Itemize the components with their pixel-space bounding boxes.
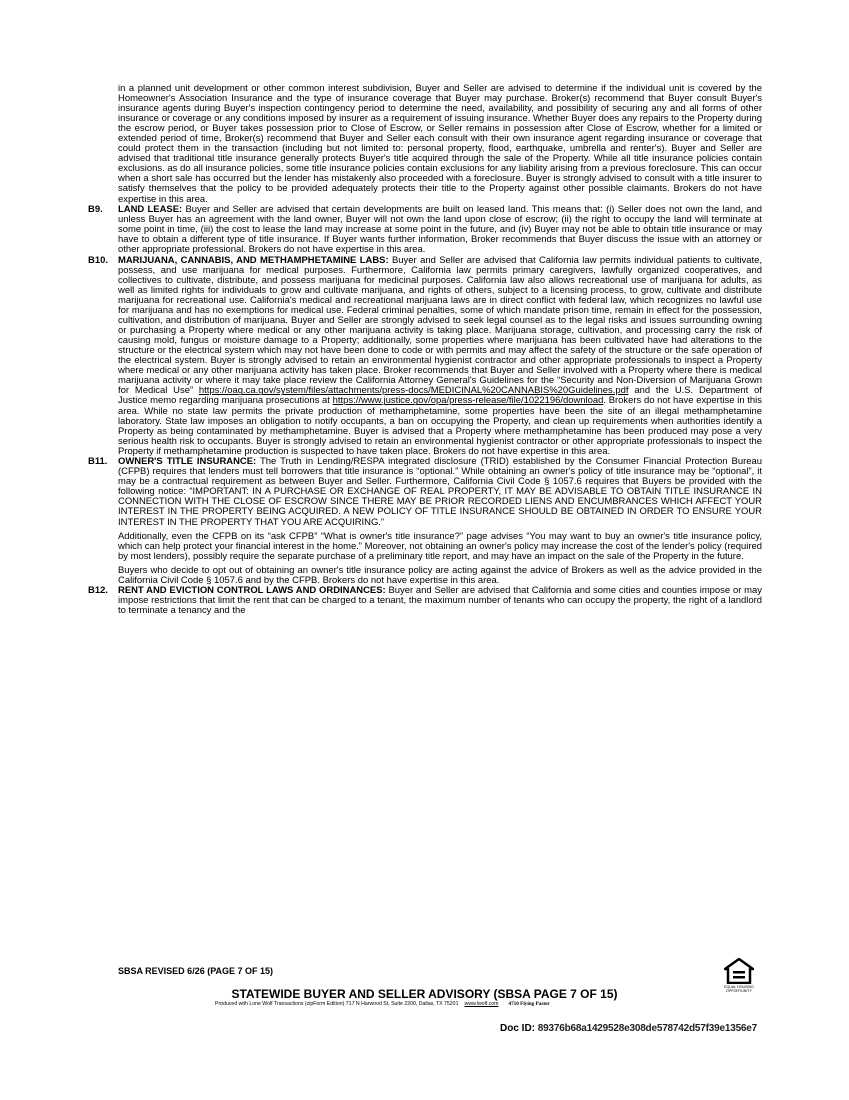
equal-housing-icon bbox=[724, 958, 754, 984]
section-label: B9. bbox=[88, 204, 103, 216]
section-text: Buyer and Seller are advised that certain developments are built on leased land. This means that: (i) Seller does not own the land, and unless Buyer has an agreement with the land owner, Buyer will not own the land upon close of escrow; (ii) the right to occupy the land will terminate at some point in time, (iii) the cost to lease the land may increase at some point in the future, and (iv) Buyer may not be able to obtain title insurance or may have to obtain a different type of title insurance. If Buyer wants further information, Broker recommends that Buyer discuss the issue with an attorney or other appropriate professional. Brokers do not have expertise in this area. bbox=[118, 204, 762, 256]
revision-label: SBSA REVISED 6/26 (PAGE 7 OF 15) bbox=[118, 966, 274, 976]
advisory-body bbox=[88, 83, 762, 617]
doj-memo-link[interactable]: https://www.justice.gov/opa/press-release/file/1022196/download bbox=[332, 395, 604, 407]
section-label: B11. bbox=[88, 456, 108, 468]
section-title: RENT AND EVICTION CONTROL LAWS AND ORDINANCES: bbox=[118, 585, 386, 597]
section-label: B10. bbox=[88, 254, 108, 266]
section-paragraph: Buyers who decide to opt out of obtaining an owner's title insurance policy are acting against the advice of Brokers as well as the advice provided in the California Civil Code § 1057.6 and by the CFPB. Brokers do not have expertise in this area. bbox=[118, 564, 762, 586]
section-b11 bbox=[88, 456, 762, 586]
intro-paragraph: in a planned unit development or other common interest subdivision, Buyer and Seller are advised to determine if the individual unit is covered by the Homeowner's Association Insurance and the type of insurance coverage that Buyer may purchase. Broker(s) recommend that Buyer consult Buyer's insurance agents during Buyer's inspection contingency period to determine the need, availability, and possibility of securing any and all forms of other insurance or coverage or any conditions imposed by insurer as a requirement of issuing insurance. Whether Buyer does any repairs to the Property during the escrow period, or Buyer takes possession prior to Close of Escrow, or Seller remains in possession after Close of Escrow, whether for a limited or extended period of time, Broker(s) recommend that Buyer and Seller each consult with their own insurance agent regarding insurance or coverage that could protect them in the transaction (including but not limited to: personal property, flood, earthquake, umbrella and renter's). Buyer and Seller are advised that traditional title insurance generally protects Buyer's title acquired through the sale of the Property. While all title insurance policies contain exclusions. as do all insurance policies, some title insurance policies contain exclusions for any liability arising from a previous foreclosure. This can occur when a short sale has occurred but the lender has mistakenly also proceeded with a foreclosure. Buyer is strongly advised to consult with a title insurer to satisfy themselves that the policy to be provided adequately protects their title to the Property against other possible claimants. Brokers do not have expertise in this area. bbox=[118, 83, 762, 205]
section-text: Buyer and Seller are advised that California and some cities and counties impose or may impose restrictions that limit the rent that can be charged to a tenant, the maximum number of tenants who can occupy the property, the right of a landlord to terminate a tenancy and the bbox=[118, 585, 762, 617]
website-link[interactable]: www.lwolf.com bbox=[464, 1001, 499, 1007]
section-label: B12. bbox=[88, 585, 108, 597]
doc-id-value: 89376b68a1429528e308de578742d57f39e1356e7 bbox=[537, 1023, 758, 1034]
document-name: 4710 Flying Paster bbox=[508, 1001, 550, 1007]
section-text: and the U.S. Department of Justice memo regarding marijuana prosecutions at bbox=[118, 385, 762, 407]
section-title: LAND LEASE: bbox=[118, 204, 183, 216]
section-text: . Brokers do not have expertise in this area. While no state law permits the private production of methamphetamine, some properties have been the site of an illegal methamphetamine laboratory. State law imposes an obligation to notify occupants, a ban on occupying the Property, and clean up requirements when authorities identify a Property as being contaminated by methamphetamine. Buyer is advised that a Property where methamphetamine has been produced may pose a very serious health risk to occupants. Buyer is strongly advised to retain an environmental hygienist contractor or other appropriate professionals to inspect the Property if methamphetamine production is suspected to have taken place. Brokers do not have expertise in this area. bbox=[118, 395, 762, 457]
ag-guidelines-link[interactable]: https://oag.ca.gov/system/files/attachments/press-docs/MEDICINAL%20CANNABIS%20Guidelines.pdf bbox=[198, 385, 629, 397]
produced-line bbox=[215, 1001, 550, 1007]
section-b10 bbox=[88, 254, 762, 457]
form-title: STATEWIDE BUYER AND SELLER ADVISORY (SBSA PAGE 7 OF 15) bbox=[231, 987, 618, 1001]
section-title: MARIJUANA, CANNABIS, AND METHAMPHETAMINE LABS: bbox=[118, 254, 389, 266]
section-text: The Truth in Lending/RESPA integrated disclosure (TRID) established by the Consumer Financial Protection Bureau (CFPB) requires that lenders must tell borrowers that title insurance is “optional.” While obtaining an owner's policy of title insurance may be “optional”, it may be a contractual requirement as between Buyer and Seller. Furthermore, California Civil Code § 1057.6 requires that Buyers be provided with the following notice: “IMPORTANT: IN A PURCHASE OR EXCHANGE OF REAL PROPERTY, IT MAY BE ADVISABLE TO OBTAIN TITLE INSURANCE IN CONNECTION WITH THE CLOSE OF ESCROW SINCE THERE MAY BE PRIOR RECORDED LIENS AND ENCUMBRANCES WHICH AFFECT YOUR INTEREST IN THE PROPERTY BEING ACQUIRED. A NEW POLICY OF TITLE INSURANCE SHOULD BE OBTAINED IN ORDER TO ENSURE YOUR INTEREST IN THE PROPERTY THAT YOU ARE ACQUIRING.” bbox=[118, 456, 762, 528]
section-title: OWNER'S TITLE INSURANCE: bbox=[118, 456, 257, 468]
doc-id bbox=[500, 1023, 757, 1034]
eho-caption: EQUAL HOUSING OPPORTUNITY bbox=[724, 985, 754, 993]
produced-text: Produced with Lone Wolf Transactions (zipForm Edition) 717 N Harwood St, Suite 2200, Dallas, TX 75201 bbox=[215, 1001, 459, 1007]
section-b9 bbox=[88, 204, 762, 256]
doc-id-label: Doc ID: bbox=[500, 1023, 535, 1034]
section-paragraph: Additionally, even the CFPB on its “ask CFPB” “What is owner's title insurance?” page advises “You may want to buy an owner's title insurance policy, which can help protect your financial interest in the home.” Moreover, not obtaining an owner's policy may increase the cost of the lender's policy (required by most lenders), possibly require the separate purchase of a preliminary title report, and may have an impact on the sale of the Property in the future. bbox=[118, 530, 762, 562]
section-text: Buyer and Seller are advised that California law permits individual patients to cultivate, possess, and use marijuana for medical purposes. Furthermore, California law permits primary caregivers, lawfully organized cooperatives, and collectives to cultivate, distribute, and possess marijuana for medicinal purposes. California law also allows recreational use of marijuana for adults, as well as limited rights for individuals to grow and cultivate marijuana, and rights of others, subject to a licensing process, to grow, cultivate and distribute marijuana for recreational use. California's medical and recreational marijuana laws are in direct conflict with federal law, which recognizes no lawful use for marijuana and has no exemptions for medical use. Federal criminal penalties, some of which mandate prison time, remain in effect for the possession, cultivation, and distribution of marijuana. Buyer and Seller are strongly advised to seek legal counsel as to the legal risks and issues surrounding owning or purchasing a Property where medical or any other marijuana activity is taking place. Marijuana storage, cultivation, and processing carry the risk of causing mold, fungus or moisture damage to a Property; additionally, some properties where marijuana has been cultivated have had alterations to the structure or the electrical system which may not have been done to code or with permits and may affect the safety of the structure or the safe operation of the electrical system. Buyer is strongly advised to retain an environmental hygienist contractor and other appropriate professionals to inspect a Property where medical or any other marijuana activity has taken place. Broker recommends that Buyer and Seller involved with a Property where there is medical marijuana activity or where it may take place review the California Attorney General's Guidelines for the “Security and Non-Diversion of Marijuana Grown for Medical Use” bbox=[118, 254, 762, 397]
section-b12 bbox=[88, 585, 762, 617]
